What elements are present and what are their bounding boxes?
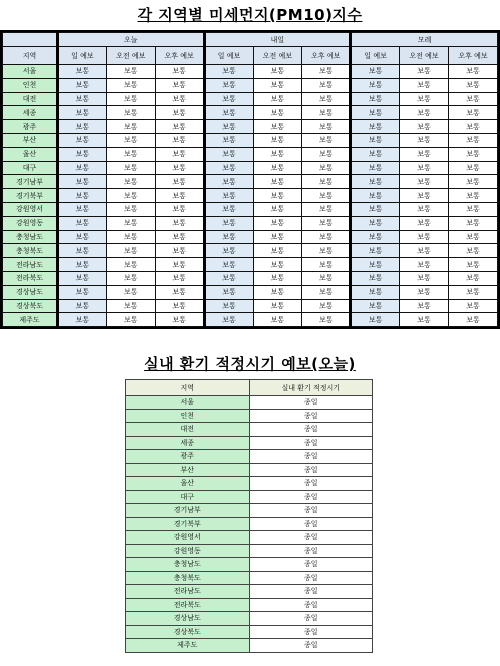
table-row — [126, 571, 373, 585]
pm-forecast-cell: 보통 — [155, 175, 204, 189]
region-cell: 충청북도 — [3, 244, 58, 258]
day-forecast-cell: 보통 — [204, 299, 253, 313]
day-forecast-cell: 보통 — [204, 92, 253, 106]
subheader-day: 일 예보 — [204, 47, 253, 65]
am-forecast-cell: 보통 — [253, 92, 302, 106]
pm-forecast-cell: 보통 — [449, 189, 498, 203]
vent-region-cell: 대구 — [126, 490, 250, 504]
day-forecast-cell: 보통 — [58, 271, 107, 285]
pm-forecast-cell: 보통 — [449, 313, 498, 327]
pm-forecast-cell: 보통 — [449, 230, 498, 244]
am-forecast-cell: 보통 — [106, 189, 155, 203]
vent-time-cell: 종일 — [249, 639, 373, 653]
region-cell: 세종 — [3, 106, 58, 120]
vent-time-cell: 종일 — [249, 463, 373, 477]
pm-forecast-cell: 보통 — [449, 258, 498, 272]
vent-time-cell: 종일 — [249, 517, 373, 531]
am-forecast-cell: 보통 — [253, 65, 302, 79]
am-forecast-cell: 보통 — [400, 120, 449, 134]
vent-region-cell: 강원영서 — [126, 531, 250, 545]
vent-region-cell: 경상북도 — [126, 625, 250, 639]
pm-forecast-cell: 보통 — [155, 216, 204, 230]
vent-time-cell: 종일 — [249, 598, 373, 612]
am-forecast-cell: 보통 — [253, 175, 302, 189]
pm-forecast-cell: 보통 — [302, 147, 351, 161]
region-cell: 전라남도 — [3, 258, 58, 272]
table-row — [126, 463, 373, 477]
am-forecast-cell: 보통 — [400, 285, 449, 299]
pm10-index-table — [2, 32, 498, 327]
am-forecast-cell: 보통 — [106, 65, 155, 79]
table-row — [3, 258, 498, 272]
day-forecast-cell: 보통 — [351, 313, 400, 327]
table-row — [126, 531, 373, 545]
day-forecast-cell: 보통 — [351, 258, 400, 272]
region-cell: 경기북부 — [3, 189, 58, 203]
vent-time-cell: 종일 — [249, 612, 373, 626]
vent-time-cell: 종일 — [249, 531, 373, 545]
am-forecast-cell: 보통 — [253, 133, 302, 147]
region-cell: 강원영동 — [3, 216, 58, 230]
day-forecast-cell: 보통 — [58, 133, 107, 147]
day-forecast-cell: 보통 — [351, 78, 400, 92]
table-row — [126, 625, 373, 639]
pm-forecast-cell: 보통 — [302, 202, 351, 216]
table-row — [3, 120, 498, 134]
region-cell: 경기남부 — [3, 175, 58, 189]
pm-forecast-cell: 보통 — [155, 161, 204, 175]
table-row — [3, 244, 498, 258]
region-cell: 울산 — [3, 147, 58, 161]
day-forecast-cell: 보통 — [204, 78, 253, 92]
vent-time-cell: 종일 — [249, 571, 373, 585]
table-row — [126, 490, 373, 504]
am-forecast-cell: 보통 — [253, 78, 302, 92]
day-forecast-cell: 보통 — [58, 313, 107, 327]
pm-forecast-cell: 보통 — [449, 147, 498, 161]
day-forecast-cell: 보통 — [351, 175, 400, 189]
pm-forecast-cell: 보통 — [302, 313, 351, 327]
day-forecast-cell: 보통 — [204, 120, 253, 134]
table-row — [3, 313, 498, 327]
vent-region-cell: 충청북도 — [126, 571, 250, 585]
am-forecast-cell: 보통 — [106, 161, 155, 175]
day-forecast-cell: 보통 — [351, 299, 400, 313]
table-row — [3, 175, 498, 189]
am-forecast-cell: 보통 — [400, 313, 449, 327]
table-row — [126, 477, 373, 491]
region-cell: 광주 — [3, 120, 58, 134]
region-column-header: 지역 — [3, 47, 58, 65]
am-forecast-cell: 보통 — [106, 133, 155, 147]
vent-region-cell: 인천 — [126, 409, 250, 423]
am-forecast-cell: 보통 — [400, 271, 449, 285]
pm-forecast-cell: 보통 — [155, 230, 204, 244]
table-row — [126, 585, 373, 599]
pm-forecast-cell: 보통 — [155, 189, 204, 203]
pm-forecast-cell: 보통 — [302, 285, 351, 299]
vent-time-header: 실내 환기 적정시기 — [249, 380, 373, 396]
day-forecast-cell: 보통 — [351, 92, 400, 106]
day-forecast-cell: 보통 — [204, 271, 253, 285]
am-forecast-cell: 보통 — [253, 161, 302, 175]
pm-forecast-cell: 보통 — [449, 106, 498, 120]
am-forecast-cell: 보통 — [400, 147, 449, 161]
pm-forecast-cell: 보통 — [302, 78, 351, 92]
region-cell: 전라북도 — [3, 271, 58, 285]
am-forecast-cell: 보통 — [400, 244, 449, 258]
vent-region-cell: 광주 — [126, 450, 250, 464]
day-forecast-cell: 보통 — [204, 313, 253, 327]
day-forecast-cell: 보통 — [204, 216, 253, 230]
table-row — [3, 161, 498, 175]
region-cell: 강원영서 — [3, 202, 58, 216]
region-cell: 대전 — [3, 92, 58, 106]
am-forecast-cell: 보통 — [106, 120, 155, 134]
vent-region-cell: 울산 — [126, 477, 250, 491]
subheader-am: 오전 예보 — [400, 47, 449, 65]
region-cell: 제주도 — [3, 313, 58, 327]
am-forecast-cell: 보통 — [400, 258, 449, 272]
pm-forecast-cell: 보통 — [302, 258, 351, 272]
table-row — [3, 216, 498, 230]
pm-forecast-cell: 보통 — [302, 106, 351, 120]
vent-time-cell: 종일 — [249, 396, 373, 410]
table-row — [3, 106, 498, 120]
table-row — [126, 409, 373, 423]
day-forecast-cell: 보통 — [58, 202, 107, 216]
day-forecast-cell: 보통 — [58, 65, 107, 79]
table-row — [126, 436, 373, 450]
am-forecast-cell: 보통 — [400, 202, 449, 216]
am-forecast-cell: 보통 — [400, 230, 449, 244]
vent-time-cell: 종일 — [249, 544, 373, 558]
day-forecast-cell: 보통 — [204, 189, 253, 203]
pm-forecast-cell: 보통 — [155, 271, 204, 285]
am-forecast-cell: 보통 — [106, 299, 155, 313]
day-forecast-cell: 보통 — [351, 216, 400, 230]
day-forecast-cell: 보통 — [58, 120, 107, 134]
subheader-am: 오전 예보 — [253, 47, 302, 65]
table-row — [126, 517, 373, 531]
table-row — [126, 450, 373, 464]
vent-region-cell: 전라남도 — [126, 585, 250, 599]
vent-time-cell: 종일 — [249, 490, 373, 504]
day-forecast-cell: 보통 — [58, 147, 107, 161]
pm-forecast-cell: 보통 — [155, 65, 204, 79]
day-forecast-cell: 보통 — [204, 202, 253, 216]
vent-time-cell: 종일 — [249, 558, 373, 572]
am-forecast-cell: 보통 — [253, 120, 302, 134]
am-forecast-cell: 보통 — [400, 175, 449, 189]
am-forecast-cell: 보통 — [253, 216, 302, 230]
am-forecast-cell: 보통 — [106, 216, 155, 230]
vent-time-cell: 종일 — [249, 436, 373, 450]
am-forecast-cell: 보통 — [253, 313, 302, 327]
pm-forecast-cell: 보통 — [302, 120, 351, 134]
table-row — [126, 423, 373, 437]
am-forecast-cell: 보통 — [106, 285, 155, 299]
day-forecast-cell: 보통 — [204, 230, 253, 244]
ventilation-title: 실내 환기 적정시기 예보(오늘) — [144, 355, 356, 373]
am-forecast-cell: 보통 — [253, 244, 302, 258]
pm-forecast-cell: 보통 — [449, 133, 498, 147]
am-forecast-cell: 보통 — [253, 271, 302, 285]
table-row — [126, 612, 373, 626]
corner-cell — [3, 33, 58, 47]
am-forecast-cell: 보통 — [400, 189, 449, 203]
vent-region-cell: 충청남도 — [126, 558, 250, 572]
pm-forecast-cell: 보통 — [449, 244, 498, 258]
day-forecast-cell: 보통 — [351, 133, 400, 147]
pm-forecast-cell: 보통 — [155, 92, 204, 106]
am-forecast-cell: 보통 — [253, 147, 302, 161]
subheader-pm: 오후 예보 — [155, 47, 204, 65]
day-forecast-cell: 보통 — [351, 147, 400, 161]
region-cell: 서울 — [3, 65, 58, 79]
pm-forecast-cell: 보통 — [449, 216, 498, 230]
day-forecast-cell: 보통 — [204, 147, 253, 161]
pm-forecast-cell: 보통 — [155, 299, 204, 313]
pm-forecast-cell: 보통 — [155, 147, 204, 161]
am-forecast-cell: 보통 — [106, 175, 155, 189]
table-row — [126, 639, 373, 653]
table-row — [3, 92, 498, 106]
pm-forecast-cell: 보통 — [155, 258, 204, 272]
pm-forecast-cell: 보통 — [155, 244, 204, 258]
vent-region-cell: 경상남도 — [126, 612, 250, 626]
pm-forecast-cell: 보통 — [155, 285, 204, 299]
am-forecast-cell: 보통 — [253, 299, 302, 313]
pm-forecast-cell: 보통 — [449, 285, 498, 299]
table-row — [3, 271, 498, 285]
vent-region-cell: 제주도 — [126, 639, 250, 653]
day-forecast-cell: 보통 — [58, 285, 107, 299]
vent-region-cell: 경기남부 — [126, 504, 250, 518]
pm-forecast-cell: 보통 — [449, 175, 498, 189]
pm-forecast-cell: 보통 — [155, 133, 204, 147]
vent-region-cell: 경기북부 — [126, 517, 250, 531]
day-header-tomorrow: 내일 — [204, 33, 351, 47]
table-row — [3, 189, 498, 203]
vent-region-cell: 강원영동 — [126, 544, 250, 558]
am-forecast-cell: 보통 — [106, 147, 155, 161]
vent-region-cell: 대전 — [126, 423, 250, 437]
region-cell: 대구 — [3, 161, 58, 175]
am-forecast-cell: 보통 — [253, 189, 302, 203]
pm-forecast-cell: 보통 — [449, 92, 498, 106]
day-header-day-after: 모레 — [351, 33, 498, 47]
table-row — [126, 396, 373, 410]
am-forecast-cell: 보통 — [106, 92, 155, 106]
pm-forecast-cell: 보통 — [449, 299, 498, 313]
pm-forecast-cell: 보통 — [302, 175, 351, 189]
region-cell: 경상남도 — [3, 285, 58, 299]
am-forecast-cell: 보통 — [106, 258, 155, 272]
vent-region-cell: 세종 — [126, 436, 250, 450]
subheader-pm: 오후 예보 — [302, 47, 351, 65]
vent-region-header: 지역 — [126, 380, 250, 396]
pm-forecast-cell: 보통 — [155, 313, 204, 327]
pm-forecast-cell: 보통 — [302, 299, 351, 313]
page-title: 각 지역별 미세먼지(PM10)지수 — [137, 6, 363, 24]
pm-forecast-cell: 보통 — [449, 120, 498, 134]
pm-forecast-cell: 보통 — [302, 216, 351, 230]
day-forecast-cell: 보통 — [58, 106, 107, 120]
am-forecast-cell: 보통 — [400, 92, 449, 106]
day-forecast-cell: 보통 — [204, 161, 253, 175]
table-row — [3, 299, 498, 313]
day-forecast-cell: 보통 — [58, 299, 107, 313]
pm-forecast-cell: 보통 — [302, 133, 351, 147]
pm-forecast-cell: 보통 — [155, 106, 204, 120]
day-forecast-cell: 보통 — [204, 106, 253, 120]
am-forecast-cell: 보통 — [253, 285, 302, 299]
region-cell: 충청남도 — [3, 230, 58, 244]
am-forecast-cell: 보통 — [400, 65, 449, 79]
am-forecast-cell: 보통 — [106, 313, 155, 327]
region-cell: 인천 — [3, 78, 58, 92]
am-forecast-cell: 보통 — [400, 106, 449, 120]
vent-time-cell: 종일 — [249, 625, 373, 639]
vent-time-cell: 종일 — [249, 423, 373, 437]
subheader-am: 오전 예보 — [106, 47, 155, 65]
day-forecast-cell: 보통 — [58, 189, 107, 203]
vent-region-cell: 전라북도 — [126, 598, 250, 612]
vent-time-cell: 종일 — [249, 585, 373, 599]
day-forecast-cell: 보통 — [204, 65, 253, 79]
vent-time-cell: 종일 — [249, 409, 373, 423]
day-forecast-cell: 보통 — [58, 230, 107, 244]
vent-region-cell: 부산 — [126, 463, 250, 477]
pm-forecast-cell: 보통 — [302, 189, 351, 203]
am-forecast-cell: 보통 — [106, 106, 155, 120]
am-forecast-cell: 보통 — [106, 230, 155, 244]
day-forecast-cell: 보통 — [58, 92, 107, 106]
day-forecast-cell: 보통 — [351, 244, 400, 258]
subheader-day: 일 예보 — [351, 47, 400, 65]
pm-forecast-cell: 보통 — [449, 202, 498, 216]
pm-forecast-cell: 보통 — [449, 65, 498, 79]
table-row — [3, 78, 498, 92]
day-forecast-cell: 보통 — [351, 230, 400, 244]
am-forecast-cell: 보통 — [253, 258, 302, 272]
ventilation-table — [125, 379, 373, 653]
day-forecast-cell: 보통 — [204, 175, 253, 189]
day-forecast-cell: 보통 — [351, 106, 400, 120]
table-row — [3, 230, 498, 244]
day-forecast-cell: 보통 — [351, 65, 400, 79]
vent-region-cell: 서울 — [126, 396, 250, 410]
table-row — [126, 504, 373, 518]
am-forecast-cell: 보통 — [253, 106, 302, 120]
region-cell: 경상북도 — [3, 299, 58, 313]
am-forecast-cell: 보통 — [106, 271, 155, 285]
day-forecast-cell: 보통 — [204, 244, 253, 258]
table-row — [3, 133, 498, 147]
pm-forecast-cell: 보통 — [302, 271, 351, 285]
am-forecast-cell: 보통 — [400, 78, 449, 92]
vent-time-cell: 종일 — [249, 477, 373, 491]
am-forecast-cell: 보통 — [253, 202, 302, 216]
pm-forecast-cell: 보통 — [155, 120, 204, 134]
pm-forecast-cell: 보통 — [155, 78, 204, 92]
pm-forecast-cell: 보통 — [302, 92, 351, 106]
day-forecast-cell: 보통 — [58, 258, 107, 272]
pm-forecast-cell: 보통 — [449, 271, 498, 285]
am-forecast-cell: 보통 — [106, 78, 155, 92]
table-row — [3, 285, 498, 299]
pm-forecast-cell: 보통 — [449, 78, 498, 92]
pm-forecast-cell: 보통 — [155, 202, 204, 216]
am-forecast-cell: 보통 — [400, 161, 449, 175]
day-forecast-cell: 보통 — [58, 161, 107, 175]
pm-forecast-cell: 보통 — [302, 244, 351, 258]
day-forecast-cell: 보통 — [351, 189, 400, 203]
day-forecast-cell: 보통 — [204, 258, 253, 272]
day-forecast-cell: 보통 — [204, 285, 253, 299]
vent-time-cell: 종일 — [249, 450, 373, 464]
day-forecast-cell: 보통 — [351, 271, 400, 285]
am-forecast-cell: 보통 — [106, 244, 155, 258]
day-forecast-cell: 보통 — [351, 202, 400, 216]
day-header-today: 오늘 — [58, 33, 205, 47]
pm-forecast-cell: 보통 — [302, 230, 351, 244]
am-forecast-cell: 보통 — [400, 299, 449, 313]
am-forecast-cell: 보통 — [400, 216, 449, 230]
am-forecast-cell: 보통 — [400, 133, 449, 147]
day-forecast-cell: 보통 — [204, 133, 253, 147]
subheader-pm: 오후 예보 — [449, 47, 498, 65]
table-row — [3, 202, 498, 216]
am-forecast-cell: 보통 — [106, 202, 155, 216]
table-row — [126, 558, 373, 572]
pm-forecast-cell: 보통 — [302, 65, 351, 79]
pm-forecast-cell: 보통 — [449, 161, 498, 175]
day-forecast-cell: 보통 — [351, 285, 400, 299]
pm-forecast-cell: 보통 — [302, 161, 351, 175]
subheader-day: 일 예보 — [58, 47, 107, 65]
table-row — [126, 544, 373, 558]
table-row — [126, 598, 373, 612]
table-row — [3, 65, 498, 79]
day-forecast-cell: 보통 — [58, 78, 107, 92]
region-cell: 부산 — [3, 133, 58, 147]
day-forecast-cell: 보통 — [58, 216, 107, 230]
day-forecast-cell: 보통 — [351, 161, 400, 175]
day-forecast-cell: 보통 — [58, 244, 107, 258]
am-forecast-cell: 보통 — [253, 230, 302, 244]
table-row — [3, 147, 498, 161]
day-forecast-cell: 보통 — [351, 120, 400, 134]
vent-time-cell: 종일 — [249, 504, 373, 518]
day-forecast-cell: 보통 — [58, 175, 107, 189]
